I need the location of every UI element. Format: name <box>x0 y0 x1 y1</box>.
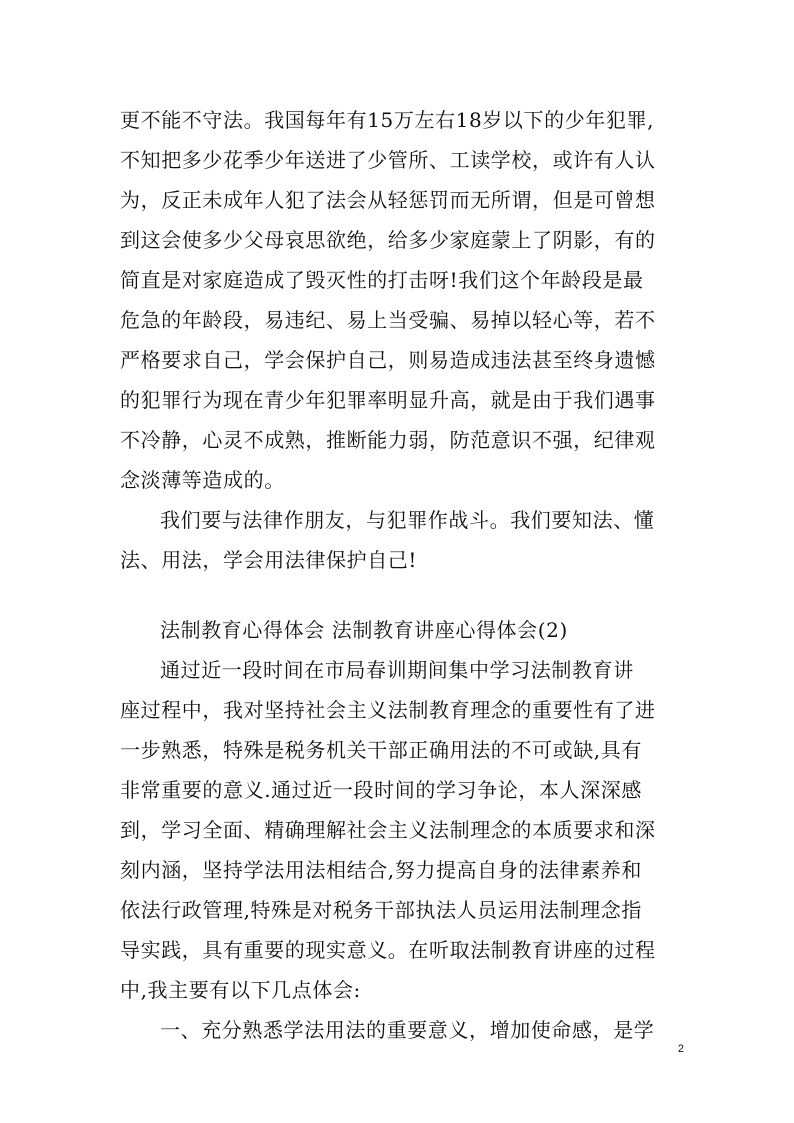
page-number: 2 <box>677 1043 684 1055</box>
paragraph-1-line-7: 严格要求自己，学会保护自己，则易造成违法甚至终身遗憾 <box>120 348 656 372</box>
paragraph-4-line-1: 一、充分熟悉学法用法的重要意义，增加使命感，是学 <box>160 1018 655 1042</box>
paragraph-3-line-7: 依法行政管理,特殊是对税务干部执法人员运用法制理念指 <box>120 898 642 922</box>
paragraph-1-line-2: 不知把多少花季少年送进了少管所、工读学校，或许有人认 <box>120 148 656 172</box>
paragraph-1-line-4: 到这会使多少父母哀思欲绝，给多少家庭蒙上了阴影，有的 <box>120 228 656 252</box>
paragraph-3-line-8: 导实践，具有重要的现实意义。在听取法制教育讲座的过程 <box>120 938 656 962</box>
paragraph-1-line-8: 的犯罪行为现在青少年犯罪率明显升高，就是由于我们遇事 <box>120 388 656 412</box>
paragraph-1-line-3: 为，反正未成年人犯了法会从轻惩罚而无所谓，但是可曾想 <box>120 188 656 212</box>
paragraph-3-line-2: 座过程中，我对坚持社会主义法制教育理念的重要性有了进 <box>120 698 656 722</box>
paragraph-1-line-5: 简直是对家庭造成了毁灭性的打击呀!我们这个年龄段是最 <box>120 268 644 292</box>
paragraph-1-line-6: 危急的年龄段，易违纪、易上当受骗、易掉以轻心等，若不 <box>120 308 656 332</box>
paragraph-1-line-9: 不冷静，心灵不成熟，推断能力弱，防范意识不强，纪律观 <box>120 428 656 452</box>
paragraph-1-line-1: 更不能不守法。我国每年有15万左右18岁以下的少年犯罪, <box>120 108 655 132</box>
section-title: 法制教育心得体会 法制教育讲座心得体会(2) <box>160 618 568 642</box>
paragraph-3-line-3: 一步熟悉，特殊是税务机关干部正确用法的不可或缺,具有 <box>120 738 642 762</box>
paragraph-2-line-1: 我们要与法律作朋友，与犯罪作战斗。我们要知法、懂 <box>160 508 655 532</box>
paragraph-3-line-5: 到，学习全面、精确理解社会主义法制理念的本质要求和深 <box>120 818 656 842</box>
paragraph-3-line-6: 刻内涵，坚持学法用法相结合,努力提高自身的法律素养和 <box>120 858 642 882</box>
paragraph-3-line-1: 通过近一段时间在市局春训期间集中学习法制教育讲 <box>160 658 634 682</box>
paragraph-3-line-4: 非常重要的意义.通过近一段时间的学习争论，本人深深感 <box>120 778 642 802</box>
paragraph-1-line-10: 念淡薄等造成的。 <box>120 468 285 492</box>
paragraph-2-line-2: 法、用法，学会用法律保护自己! <box>120 548 418 572</box>
paragraph-3-line-9: 中,我主要有以下几点体会: <box>120 978 361 1002</box>
